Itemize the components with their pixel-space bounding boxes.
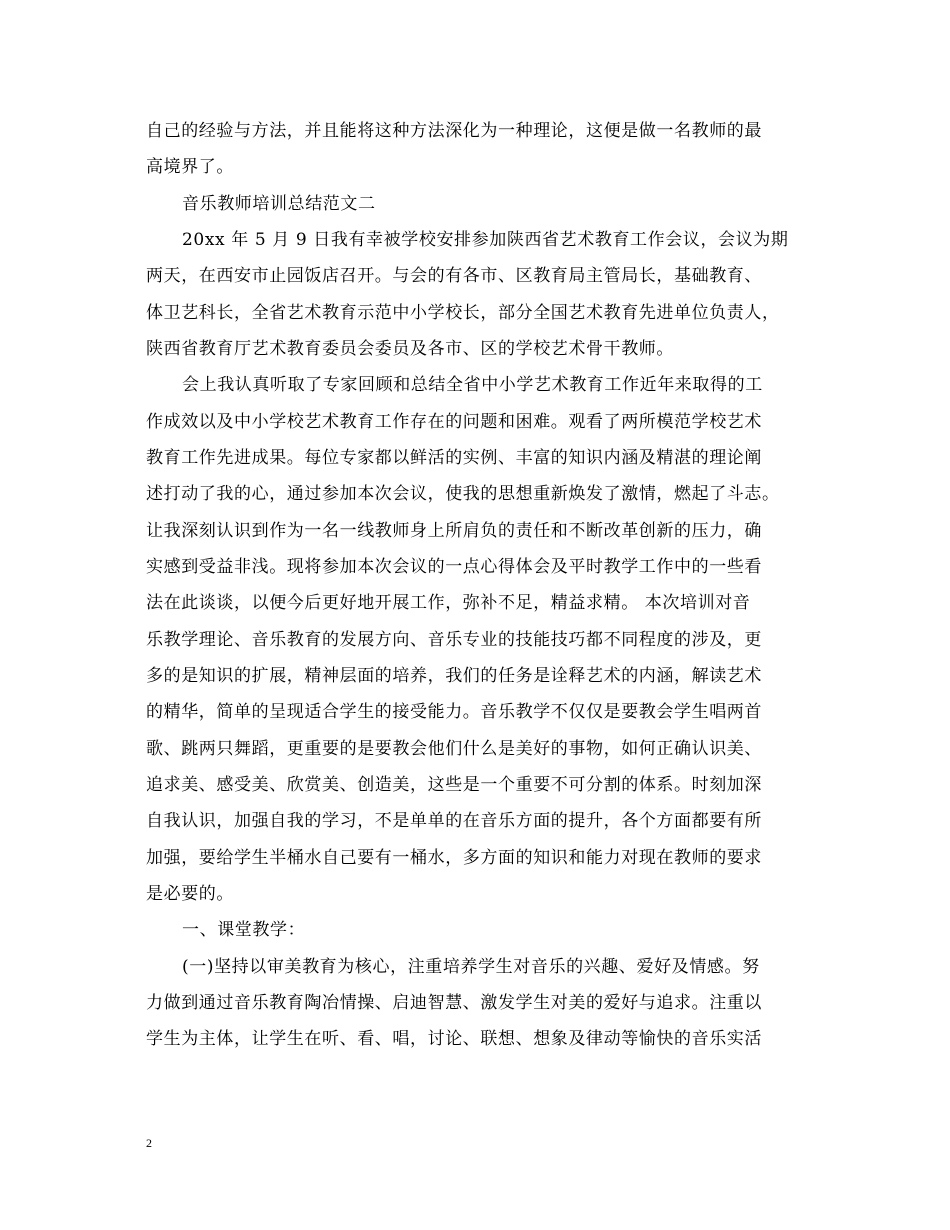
body-text-line: 多的是知识的扩展，精神层面的培养，我们的任务是诠释艺术的内涵，解读艺术: [146, 666, 762, 686]
body-text-line: 两天，在西安市止园饭店召开。与会的有各市、区教育局主管局长，基础教育、: [146, 266, 762, 286]
body-text-line: 的精华，简单的呈现适合学生的接受能力。音乐教学不仅仅是要教会学生唱两首: [146, 702, 762, 722]
body-text-line: 学生为主体，让学生在听、看、唱，讨论、联想、想象及律动等愉快的音乐实活: [146, 1029, 762, 1049]
body-text-line: 歌、跳两只舞蹈，更重要的是要教会他们什么是美好的事物，如何正确认识美、: [146, 739, 762, 759]
paragraph-start-line: 会上我认真听取了专家回顾和总结全省中小学艺术教育工作近年来取得的工: [182, 375, 763, 395]
page-number: 2: [146, 1136, 152, 1150]
body-text-line: 乐教学理论、音乐教育的发展方向、音乐专业的技能技巧都不同程度的涉及，更: [146, 630, 762, 650]
body-text-line: 追求美、感受美、欣赏美、创造美，这些是一个重要不可分割的体系。时刻加深: [146, 775, 762, 795]
body-text-line: 自我认识，加强自我的学习，不是单单的在音乐方面的提升，各个方面都要有所: [146, 811, 762, 831]
paragraph-start-line: 20xx 年 5 月 9 日我有幸被学校安排参加陕西省艺术教育工作会议，会议为期: [182, 230, 789, 250]
body-text-line: 加强，要给学生半桶水自己要有一桶水，多方面的知识和能力对现在教师的要求: [146, 848, 762, 868]
paragraph-start-line: (一)坚持以审美教育为核心，注重培养学生对音乐的兴趣、爱好及情感。努: [182, 957, 760, 977]
body-text-line: 述打动了我的心，通过参加本次会议，使我的思想重新焕发了激情，燃起了斗志。: [146, 484, 780, 504]
body-text-line: 实感到受益非浅。现将参加本次会议的一点心得体会及平时教学工作中的一些看: [146, 557, 762, 577]
body-text-line: 高境界了。: [146, 157, 234, 177]
body-text-line: 作成效以及中小学校艺术教育工作存在的问题和困难。观看了两所模范学校艺术: [146, 412, 762, 432]
body-text-line: 教育工作先进成果。每位专家都以鲜活的实例、丰富的知识内涵及精湛的理论阐: [146, 448, 762, 468]
body-text-line: 陕西省教育厅艺术教育委员会委员及各市、区的学校艺术骨干教师。: [146, 339, 674, 359]
body-text-line: 是必要的。: [146, 884, 234, 904]
body-text-line: 让我深刻认识到作为一名一线教师身上所肩负的责任和不断改革创新的压力，确: [146, 521, 762, 541]
body-text-line: 自己的经验与方法，并且能将这种方法深化为一种理论，这便是做一名教师的最: [146, 121, 762, 141]
section-heading: 音乐教师培训总结范文二: [182, 194, 376, 214]
section-heading: 一、课堂教学：: [182, 920, 306, 940]
body-text-line: 法在此谈谈，以便今后更好地开展工作，弥补不足，精益求精。 本次培训对音: [146, 593, 751, 613]
body-text-line: 力做到通过音乐教育陶冶情操、启迪智慧、激发学生对美的爱好与追求。注重以: [146, 993, 762, 1013]
body-text-line: 体卫艺科长，全省艺术教育示范中小学校长，部分全国艺术教育先进单位负责人，: [146, 303, 780, 323]
